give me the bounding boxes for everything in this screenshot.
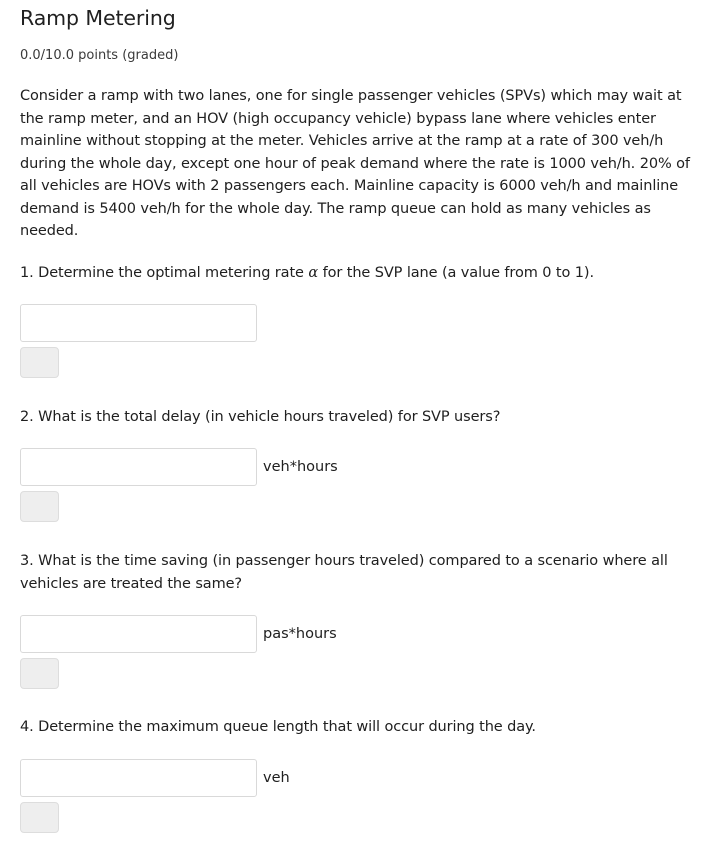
question-2-answer-input[interactable] [20, 448, 257, 486]
problem-container [20, 0, 695, 786]
question-3-answer-row [20, 615, 337, 653]
question-1-answer-input[interactable] [20, 304, 257, 342]
alpha-symbol: α [308, 265, 319, 281]
question-4-text: 4. Determine the maximum queue length that will occur during the day. [20, 719, 536, 735]
question-1-text [20, 262, 695, 285]
question-2-answer-row [20, 448, 338, 486]
question-4-submit-button[interactable] [20, 802, 59, 833]
problem-title: Ramp Metering [20, 6, 176, 30]
question-1-submit-button[interactable] [20, 347, 59, 378]
question-4-answer-row [20, 759, 290, 797]
question-3-unit: pas*hours [263, 626, 337, 642]
problem-statement: Consider a ramp with two lanes, one for single passenger vehicles (SPVs) which may wait at the ramp meter, and an HOV (high occupancy vehicle) bypass lane where vehicles enter mainline without stopping at the meter. Vehicles arrive at the ramp at a rate of 300 veh/h during the whole day, except one hour of peak demand where the rate is 1000 veh/h. 20% of all vehicles are HOVs with 2 passengers each. Mainline capacity is 6000 veh/h and mainline demand is 5400 veh/h for the whole day. The ramp queue can hold as many vehicles as needed. [20, 88, 690, 239]
question-1-text-before: 1. Determine the optimal metering rate [20, 265, 309, 281]
question-4-answer-input[interactable] [20, 759, 257, 797]
question-2-unit: veh*hours [263, 459, 338, 475]
points-status: 0.0/10.0 points (graded) [20, 48, 179, 63]
question-3-text: 3. What is the time saving (in passenger hours traveled) compared to a scenario where all vehicles are treated the same? [20, 553, 668, 592]
question-3-answer-input[interactable] [20, 615, 257, 653]
question-2-submit-button[interactable] [20, 491, 59, 522]
question-2-text: 2. What is the total delay (in vehicle hours traveled) for SVP users? [20, 409, 501, 425]
question-1-text-after: for the SVP lane (a value from 0 to 1). [318, 265, 594, 281]
question-3-submit-button[interactable] [20, 658, 59, 689]
question-1-answer-row [20, 304, 257, 342]
question-4-unit: veh [263, 770, 290, 786]
